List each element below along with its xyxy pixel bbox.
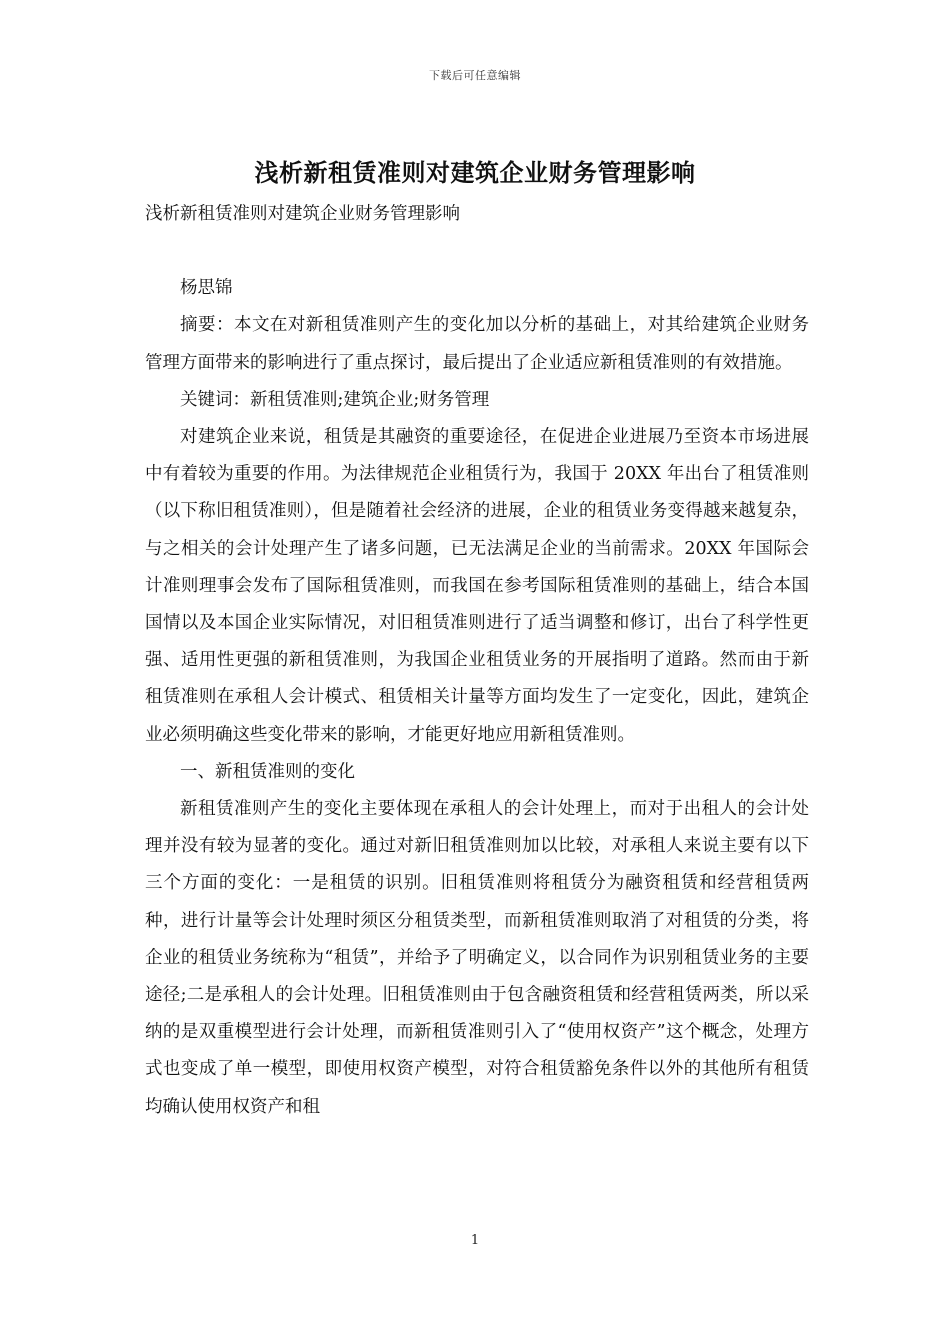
keywords-line: 关键词：新租赁准则;建筑企业;财务管理: [180, 389, 490, 410]
blank-line: [145, 233, 809, 270]
page-number: 1: [470, 1233, 480, 1248]
section-heading-1: 一、新租赁准则的变化: [180, 761, 355, 782]
body-paragraph-1: 对建筑企业来说，租赁是其融资的重要途径，在促进企业进展乃至资本市场进展中有着较为重要的作用。为法律规范企业租赁行为，我国于 20XX 年出台了租赁准则（以下称旧租赁准则），但是随着社会经济的进展，企业的租赁业务变得越来越复杂，与之相关的会计处理产生了诸多问题，已无法满足企业的当前需求。20XX 年国际会计准则理事会发布了国际租赁准则，而我国在参考国际租赁准则的基础上，结合本国国情以及本国企业实际情况，对旧租赁准则进行了适当调整和修订，出台了科学性更强、适用性更强的新租赁准则，为我国企业租赁业务的开展指明了道路。然而由于新租赁准则在承租人会计模式、租赁相关计量等方面均发生了一定变化，因此，建筑企业必须明确这些变化带来的影响，才能更好地应用新租赁准则。: [145, 427, 809, 745]
document-body: [145, 196, 809, 1126]
author-name: 杨思锦: [180, 278, 233, 299]
page-header-note: 下载后可任意编辑: [429, 69, 521, 82]
document-subtitle: 浅析新租赁准则对建筑企业财务管理影响: [145, 204, 460, 224]
abstract-paragraph: 摘要：本文在对新租赁准则产生的变化加以分析的基础上，对其给建筑企业财务管理方面带来的影响进行了重点探讨，最后提出了企业适应新租赁准则的有效措施。: [145, 315, 809, 373]
document-title: 浅析新租赁准则对建筑企业财务管理影响: [254, 158, 696, 187]
body-paragraph-2: 新租赁准则产生的变化主要体现在承租人的会计处理上，而对于出租人的会计处理并没有较为显著的变化。通过对新旧租赁准则加以比较，对承租人来说主要有以下三个方面的变化：一是租赁的识别。旧租赁准则将租赁分为融资租赁和经营租赁两种，进行计量等会计处理时须区分租赁类型，而新租赁准则取消了对租赁的分类，将企业的租赁业务统称为“租赁”，并给予了明确定义，以合同作为识别租赁业务的主要途径;二是承租人的会计处理。旧租赁准则由于包含融资租赁和经营租赁两类，所以采纳的是双重模型进行会计处理，而新租赁准则引入了“使用权资产”这个概念，处理方式也变成了单一模型，即使用权资产模型，对符合租赁豁免条件以外的其他所有租赁均确认使用权资产和租: [145, 799, 809, 1117]
